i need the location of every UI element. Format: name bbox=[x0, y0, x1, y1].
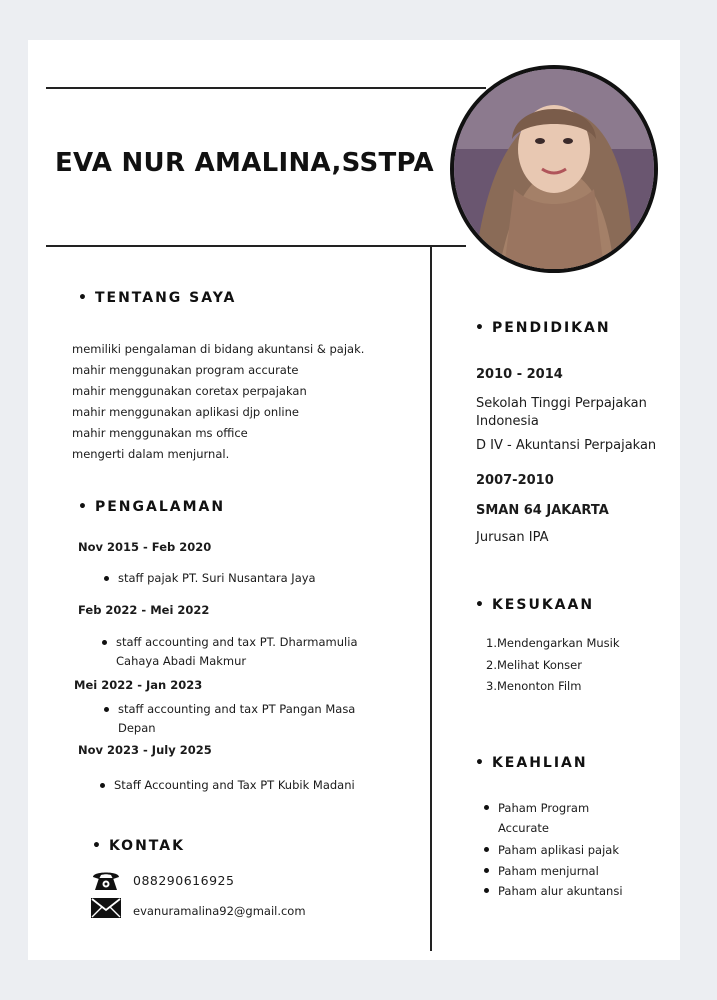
bullet bbox=[484, 847, 489, 852]
pendidikan-heading bbox=[475, 320, 611, 336]
bullet bbox=[100, 783, 105, 788]
hobby-label: Melihat Konser bbox=[496, 658, 582, 672]
pendidikan-heading-label: PENDIDIKAN bbox=[491, 320, 611, 336]
heading-bullet: • bbox=[92, 838, 103, 854]
job-line: staff accounting and tax PT. Dharmamulia bbox=[116, 635, 358, 649]
edu-year: 2010 - 2014 bbox=[476, 367, 563, 382]
hobby-item: 2.Melihat Konser bbox=[486, 658, 582, 672]
hobby-label: Mendengarkan Musik bbox=[496, 636, 620, 650]
bullet bbox=[104, 707, 109, 712]
hobby-label: Menonton Film bbox=[496, 679, 582, 693]
edu-major: Jurusan IPA bbox=[476, 530, 549, 545]
skill-item bbox=[498, 861, 599, 881]
bullet bbox=[484, 888, 489, 893]
column-divider bbox=[430, 247, 432, 951]
hobby-item: 1.Mendengarkan Musik bbox=[486, 636, 620, 650]
profile-photo bbox=[450, 65, 658, 273]
skill-line: Accurate bbox=[498, 821, 549, 835]
hobby-item: 3.Menonton Film bbox=[486, 679, 582, 693]
tentang-line: mahir menggunakan program accurate bbox=[72, 363, 299, 377]
envelope-icon bbox=[90, 897, 122, 919]
job-item bbox=[114, 776, 355, 795]
bullet bbox=[484, 868, 489, 873]
resume-page bbox=[28, 40, 680, 960]
tentang-line: mengerti dalam menjurnal. bbox=[72, 447, 230, 461]
header-bottom-line bbox=[46, 245, 466, 247]
kontak-heading bbox=[92, 838, 185, 854]
edu-degree: D IV - Akuntansi Perpajakan bbox=[476, 438, 657, 453]
skill-line: Paham menjurnal bbox=[498, 864, 599, 878]
keahlian-heading bbox=[475, 755, 588, 771]
heading-bullet: • bbox=[78, 290, 89, 306]
profile-photo-illustration bbox=[454, 69, 654, 269]
heading-bullet: • bbox=[78, 499, 89, 515]
job-period: Feb 2022 - Mei 2022 bbox=[78, 603, 210, 617]
telephone-icon bbox=[91, 868, 121, 892]
email-address: evanuramalina92@gmail.com bbox=[133, 904, 306, 918]
skill-item bbox=[498, 840, 619, 860]
job-line: Cahaya Abadi Makmur bbox=[116, 654, 247, 668]
tentang-line: mahir menggunakan aplikasi djp online bbox=[72, 405, 299, 419]
job-item bbox=[118, 569, 316, 588]
pengalaman-heading bbox=[78, 499, 225, 515]
tentang-line: mahir menggunakan ms office bbox=[72, 426, 248, 440]
tentang-heading bbox=[78, 290, 236, 306]
keahlian-heading-label: KEAHLIAN bbox=[491, 755, 588, 771]
edu-school: SMAN 64 JAKARTA bbox=[476, 503, 609, 518]
heading-bullet: • bbox=[475, 597, 486, 613]
job-period: Nov 2023 - July 2025 bbox=[78, 743, 212, 757]
job-line: staff accounting and tax PT Pangan Masa bbox=[118, 702, 356, 716]
skill-line: Paham alur akuntansi bbox=[498, 884, 623, 898]
job-line: Depan bbox=[118, 721, 156, 735]
bullet bbox=[484, 805, 489, 810]
kontak-heading-label: KONTAK bbox=[108, 838, 185, 854]
edu-school: Sekolah Tinggi Perpajakan bbox=[476, 396, 647, 411]
heading-bullet: • bbox=[475, 755, 486, 771]
bullet bbox=[104, 576, 109, 581]
skill-item bbox=[498, 798, 589, 838]
edu-year: 2007-2010 bbox=[476, 473, 554, 488]
tentang-heading-label: TENTANG SAYA bbox=[94, 290, 237, 306]
tentang-line: memiliki pengalaman di bidang akuntansi & pajak. bbox=[72, 342, 365, 356]
job-line: staff pajak PT. Suri Nusantara Jaya bbox=[118, 571, 316, 585]
skill-item bbox=[498, 881, 623, 901]
job-period: Nov 2015 - Feb 2020 bbox=[78, 540, 212, 554]
tentang-line: mahir menggunakan coretax perpajakan bbox=[72, 384, 307, 398]
job-item bbox=[118, 700, 355, 738]
kesukaan-heading bbox=[475, 597, 594, 613]
job-period: Mei 2022 - Jan 2023 bbox=[74, 678, 203, 692]
full-name: EVA NUR AMALINA,SSTPA bbox=[55, 148, 434, 178]
heading-bullet: • bbox=[475, 320, 486, 336]
header-top-line bbox=[46, 87, 486, 89]
job-item bbox=[116, 633, 358, 671]
skill-line: Paham aplikasi pajak bbox=[498, 843, 619, 857]
kesukaan-heading-label: KESUKAAN bbox=[491, 597, 595, 613]
skill-line: Paham Program bbox=[498, 801, 590, 815]
pengalaman-heading-label: PENGALAMAN bbox=[94, 499, 226, 515]
bullet bbox=[102, 640, 107, 645]
edu-school: Indonesia bbox=[476, 414, 539, 429]
job-line: Staff Accounting and Tax PT Kubik Madani bbox=[114, 778, 355, 792]
phone-number: 088290616925 bbox=[133, 873, 235, 888]
